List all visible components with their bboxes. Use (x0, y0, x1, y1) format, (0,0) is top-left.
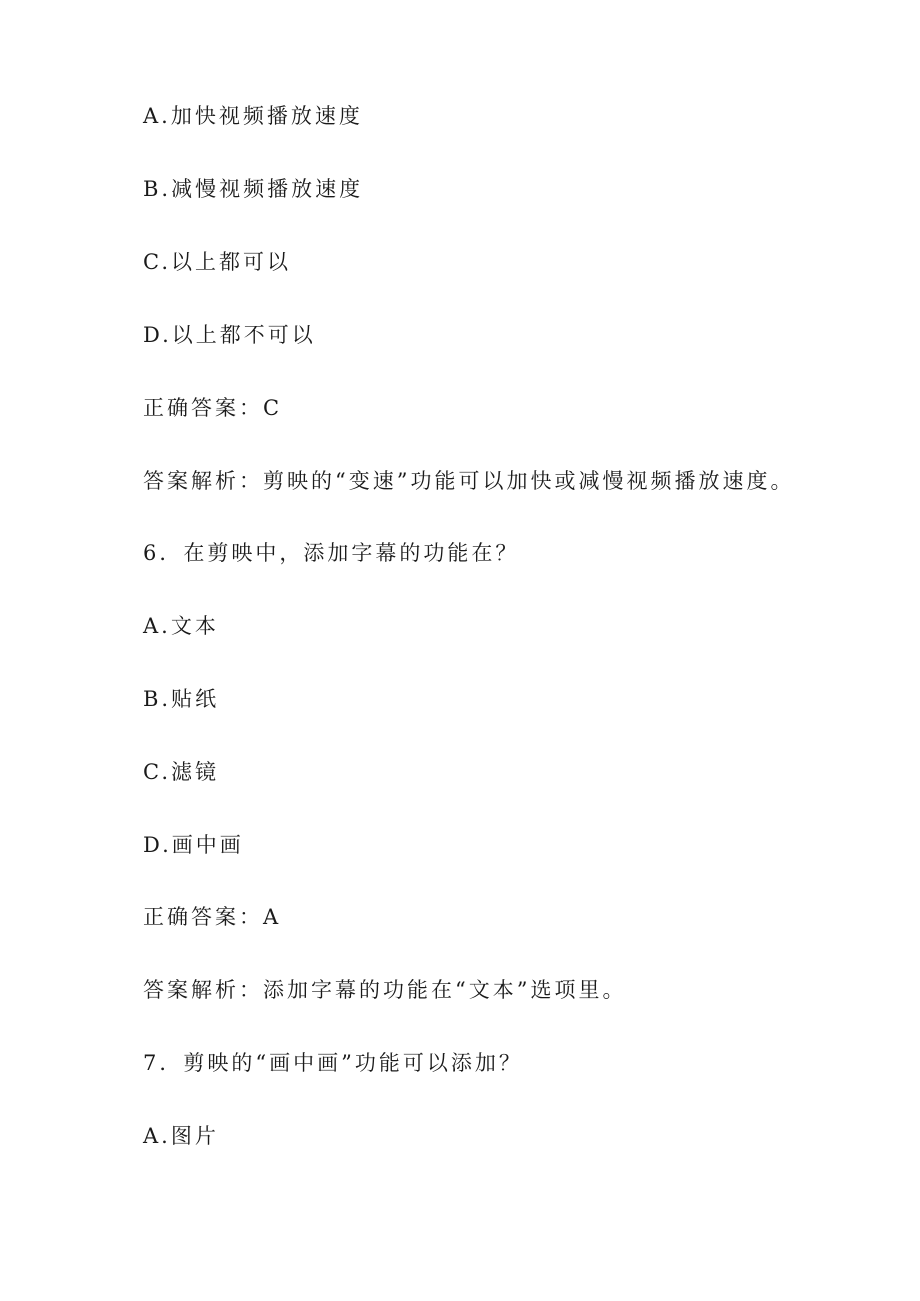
q6-question: 6．在剪映中，添加字幕的功能在？ (143, 541, 520, 565)
q6-explanation: 答案解析：添加字幕的功能在“文本”选项里。 (143, 978, 627, 1002)
q6-option-b: B.贴纸 (143, 687, 220, 711)
q5-explanation: 答案解析：剪映的“变速”功能可以加快或减慢视频播放速度。 (143, 469, 795, 493)
q7-option-a: A.图片 (143, 1124, 219, 1148)
q5-option-b: B.减慢视频播放速度 (143, 177, 364, 201)
q6-option-c: C.滤镜 (143, 760, 219, 784)
q5-option-c: C.以上都可以 (143, 250, 291, 274)
q5-option-a: A.加快视频播放速度 (143, 104, 363, 128)
q5-option-d: D.以上都不可以 (143, 323, 316, 347)
q7-question: 7．剪映的“画中画”功能可以添加？ (143, 1051, 523, 1075)
q5-answer: 正确答案：C (143, 396, 283, 420)
q6-answer: 正确答案：A (143, 905, 282, 929)
q6-option-a: A.文本 (143, 614, 219, 638)
q6-option-d: D.画中画 (143, 833, 244, 857)
